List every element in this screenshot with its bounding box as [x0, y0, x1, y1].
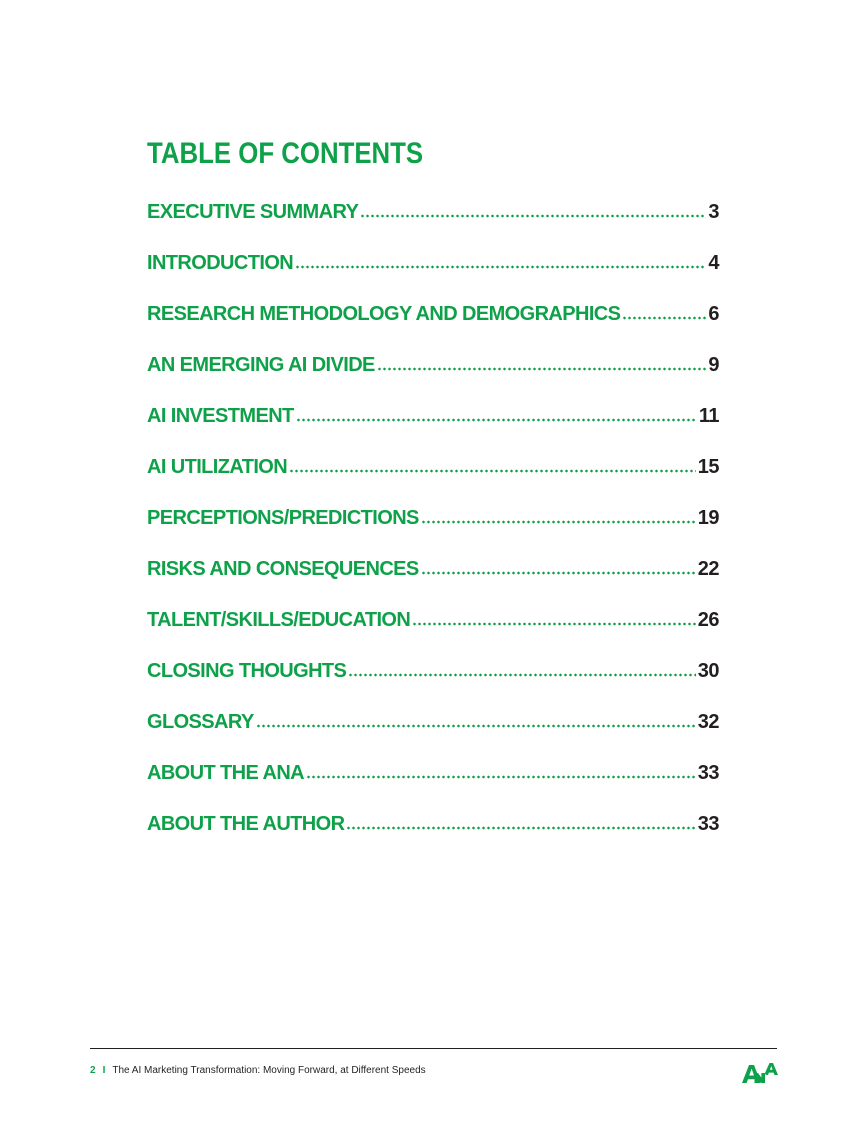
toc-entry-title: RISKS AND CONSEQUENCES	[147, 558, 419, 580]
footer	[90, 1064, 426, 1078]
footer-separator: I	[102, 1065, 106, 1076]
table-of-contents	[147, 196, 719, 859]
toc-entry[interactable]	[147, 604, 719, 655]
toc-entry[interactable]	[147, 349, 719, 400]
dot-leader	[306, 775, 696, 779]
dot-leader	[622, 316, 706, 320]
dot-leader	[346, 826, 695, 830]
toc-entry-page-number: 4	[708, 252, 719, 274]
toc-entry[interactable]	[147, 451, 719, 502]
toc-entry-page-number: 22	[697, 558, 719, 580]
toc-entry-page-number: 15	[697, 456, 719, 478]
toc-entry[interactable]	[147, 808, 719, 859]
toc-entry-title: CLOSING THOUGHTS	[147, 660, 347, 682]
dot-leader	[360, 214, 706, 218]
toc-entry[interactable]	[147, 502, 719, 553]
toc-entry[interactable]	[147, 196, 719, 247]
toc-entry-title: GLOSSARY	[147, 711, 254, 733]
toc-entry-page-number: 33	[697, 813, 719, 835]
toc-entry[interactable]	[147, 400, 719, 451]
toc-entry[interactable]	[147, 247, 719, 298]
dot-leader	[256, 724, 696, 728]
footer-page-number: 2	[90, 1065, 96, 1076]
footer-divider	[90, 1048, 777, 1049]
toc-entry-title: AI UTILIZATION	[147, 456, 288, 478]
toc-entry[interactable]	[147, 706, 719, 757]
dot-leader	[295, 265, 706, 269]
toc-entry-page-number: 11	[698, 405, 719, 427]
toc-entry[interactable]	[147, 553, 719, 604]
toc-entry-title: PERCEPTIONS/PREDICTIONS	[147, 507, 419, 529]
dot-leader	[412, 622, 696, 626]
toc-entry-title: RESEARCH METHODOLOGY AND DEMOGRAPHICS	[147, 303, 621, 325]
toc-entry-page-number: 30	[697, 660, 719, 682]
toc-entry-page-number: 33	[697, 762, 719, 784]
toc-entry[interactable]	[147, 298, 719, 349]
dot-leader	[289, 469, 696, 473]
toc-entry[interactable]	[147, 757, 719, 808]
dot-leader	[377, 367, 707, 371]
footer-document-title: The AI Marketing Transformation: Moving Forward, at Different Speeds	[112, 1065, 426, 1076]
toc-entry[interactable]	[147, 655, 719, 706]
toc-entry-page-number: 32	[697, 711, 719, 733]
toc-entry-title: ABOUT THE ANA	[147, 762, 305, 784]
toc-entry-page-number: 19	[697, 507, 719, 529]
toc-entry-title: ABOUT THE AUTHOR	[147, 813, 345, 835]
page-title: TABLE OF CONTENTS	[147, 137, 424, 170]
toc-entry-page-number: 6	[708, 303, 719, 325]
dot-leader	[421, 571, 696, 575]
dot-leader	[348, 673, 695, 677]
toc-entry-page-number: 26	[697, 609, 719, 631]
dot-leader	[421, 520, 696, 524]
toc-entry-page-number: 3	[708, 201, 719, 223]
toc-entry-title: INTRODUCTION	[147, 252, 294, 274]
toc-entry-title: EXECUTIVE SUMMARY	[147, 201, 359, 223]
dot-leader	[296, 418, 697, 422]
toc-entry-page-number: 9	[708, 354, 719, 376]
toc-entry-title: TALENT/SKILLS/EDUCATION	[147, 609, 411, 631]
ana-logo-icon	[741, 1061, 779, 1085]
toc-entry-title: AN EMERGING AI DIVIDE	[147, 354, 375, 376]
toc-entry-title: AI INVESTMENT	[147, 405, 294, 427]
